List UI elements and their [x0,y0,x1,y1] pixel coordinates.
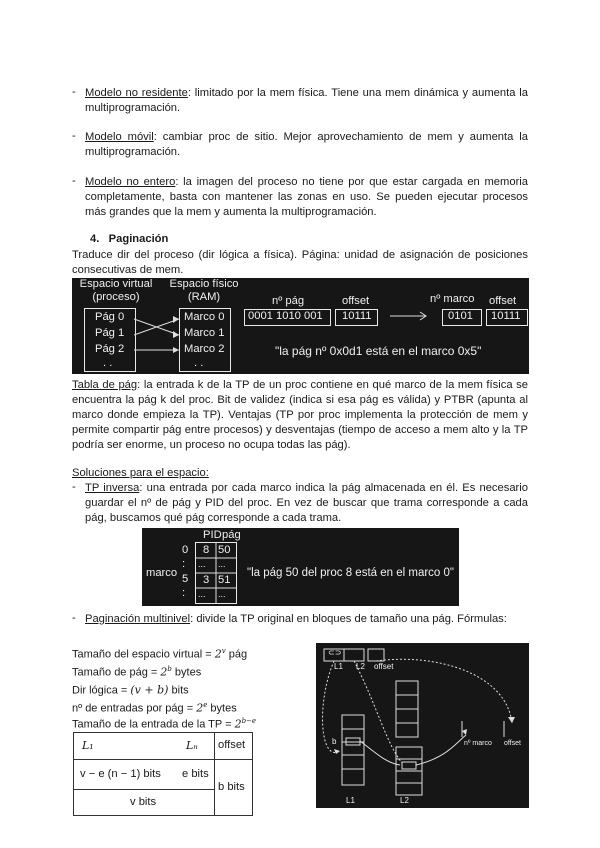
dash: - [72,481,76,493]
address-split-table [73,732,253,816]
frame-item: Marco 0 [184,311,225,323]
section-number: 4. [90,233,100,245]
nmarco-box [442,309,482,326]
l1-bits: v − e (n − 1) bits [80,768,161,780]
col-pag: pág [222,529,241,541]
nmarco-value: 0101 [448,310,473,322]
cell: ... [218,589,226,599]
npag-label: nº pág [272,295,305,307]
frame-item: Marco 2 [184,343,225,355]
desc: : limitado por la mem física. Tiene una mem dinámica y aumenta la multiprogramación. [85,87,528,114]
offset-header-cell: offset [214,733,252,760]
term: Modelo no residente [85,87,188,99]
bullet-text [85,481,528,526]
dash: - [72,86,76,98]
marco-label: marco [146,567,178,579]
figure-caption: "la pág 50 del proc 8 está en el marco 0" [247,567,454,579]
bullet-text [85,86,528,116]
bullet-text [85,175,528,220]
lbl-b: b [332,737,337,746]
lbl-offset: offset [504,740,521,747]
l1-label: L₁ [82,739,94,752]
offset-bits: b bits [218,781,245,793]
arrow-right-icon [388,308,430,324]
frame-item: . . [194,357,204,369]
cell: 51 [218,574,231,586]
cell: 50 [218,544,231,556]
soluciones-heading: Soluciones para el espacio: [72,467,209,479]
lbl-offset: offset [374,662,394,671]
npag-box [244,309,331,326]
offset-label: offset [342,295,370,307]
desc: : la imagen del proceso no tiene por que estar cargada en memoria completamente, basta con mantener las zonas en uso. Se pueden ejecutar procesos más grandes que la mem y aumenta la multiprogramación. [85,176,529,218]
dash: - [72,175,76,187]
bullet-text [85,612,528,627]
ln-bits: e bits [182,768,209,780]
formula-logical-address: Dir lógica = (v + b) bits [72,683,189,697]
bottom-l2: L2 [400,796,409,805]
cell: 3 [203,574,210,586]
dash: - [72,130,76,142]
chevron-icon: ⊂⊃ [328,648,342,657]
offset-value: 10111 [491,310,521,322]
paging-figure [72,278,529,374]
virtual-space-title: Espacio virtual (proceso) [79,278,153,303]
bullet-text [85,130,528,160]
desc: : divide la TP original en bloques de tamaño una pág. Fórmulas: [190,613,507,625]
col-pid: PID [203,529,222,541]
term: Modelo no entero [85,176,176,188]
page-item: Pág 1 [95,327,125,339]
desc: : cambiar proc de sitio. Mejor aprovechamiento de mem y aumenta la multiprogramación. [85,131,528,158]
desc: : una entrada por cada marco indica la pág almacenada en él. Es necesario guardar el nº de pág y PID del proc. En vez de buscar que trama corresponde a cada pág, buscamos qué pág corresponde a cada trama. [85,482,528,524]
formula-entry-size: Tamaño de la entrada de la TP = $2^{b-e}$ [72,717,257,731]
multilevel-figure [316,643,529,808]
intro-paragraph: Traduce dir del proceso (dir lógica a física). Página: unidad de asignación de posiciones consecutivas de mem. [72,249,528,276]
row-label: : [182,587,186,599]
dash: - [72,612,76,624]
lbl-l1: L1 [334,662,343,671]
npag-value: 0001 1010 001 [248,310,323,322]
row-label: 5 [182,573,189,585]
offset-box [335,309,378,326]
offset-label: offset [489,295,517,307]
inverse-table-figure [142,528,459,606]
multilevel-diagram [316,643,529,808]
cell: ... [198,589,206,599]
term: TP inversa [85,482,140,494]
inverse-table [195,542,237,604]
term: Paginación multinivel [85,613,191,625]
frame-item: Marco 1 [184,327,225,339]
offset-value: 10111 [342,310,372,322]
tabla-paragraph [72,378,528,453]
row-label: 0 [182,544,189,556]
formula-page-size: Tamaño de pág = $2^b$ bytes [72,665,202,679]
cell: ... [198,559,206,569]
section-title: Paginación [108,233,169,245]
formula-entries-per-page: nº de entradas por pág = $2^e$ bytes [72,701,237,715]
term: Tabla de pág [72,379,138,391]
vbits-row: v bits [74,789,215,815]
page-item: . . [103,357,113,369]
offset-box [486,309,528,326]
formula-virtual-space: Tamaño del espacio virtual = $2^v$ pág [72,647,248,661]
nmarco-label: nº marco [430,293,475,305]
term: Modelo móvil [85,131,154,143]
l-cell [74,733,215,760]
page-item: Pág 0 [95,311,125,323]
section-heading [90,233,168,245]
figure-caption: "la pág nº 0x0d1 está en el marco 0x5" [275,344,482,358]
lbl-nmarco: nº marco [464,740,492,747]
cell: 8 [203,544,210,556]
ln-label: Lₙ [186,739,198,752]
page-frame-arrows [72,278,242,374]
bits-row [74,759,215,790]
lbl-l2: L2 [356,662,365,671]
physical-space-title: Espacio físico (RAM) [169,278,239,303]
desc: : la entrada k de la TP de un proc contiene en qué marco de la mem física se encuentra la pág k del proc. Bit de validez (indica si esa pág es válida) y PTBR (apunta al marco donde empieza la TP). Ventajas (TP por proc implementa la protección de mem y permite compartir pág entre procesos) y desventajas (tiempo de acceso a mem alto y la TP podría ser enorme, un proceso no ocupa todas las pág). [72,379,528,451]
cell: ... [218,559,226,569]
page-item: Pág 2 [95,343,125,355]
row-label: : [182,558,186,570]
bottom-l1: L1 [346,796,355,805]
